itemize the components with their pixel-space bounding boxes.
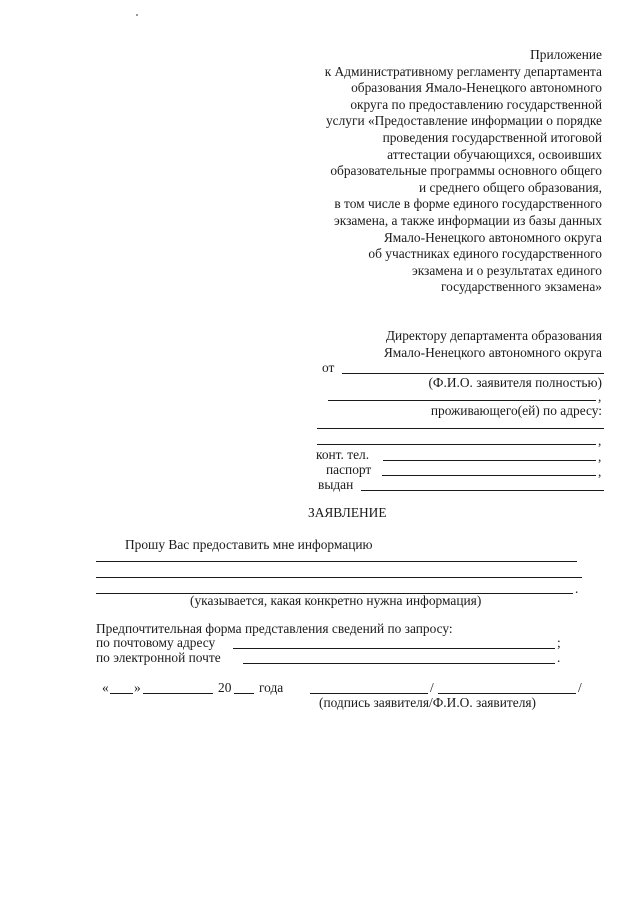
appendix-line: экзамена и о результатах единого [411,262,602,278]
scan-speck [136,14,138,16]
fio-comma: , [598,389,602,404]
appendix-line: аттестации обучающихся, освоивших [387,146,602,162]
request-text: Прошу Вас предоставить мне информацию [125,537,373,552]
date-close-quote: » [134,680,141,695]
applicant-name-field[interactable] [438,693,576,694]
date-year-field[interactable] [234,693,254,694]
passport-comma: , [598,464,602,479]
address-comma: , [598,433,602,448]
request-field-2[interactable] [96,577,582,578]
postal-address-field[interactable] [233,648,555,649]
issued-field[interactable] [361,490,604,491]
appendix-line: проведения государственной итоговой [382,129,602,145]
date-year-suffix: года [259,680,284,695]
email-end: . [557,650,561,665]
phone-comma: , [598,449,602,464]
fio-hint: (Ф.И.О. заявителя полностью) [428,375,602,390]
signature-field[interactable] [310,693,428,694]
signature-hint: (подпись заявителя/Ф.И.О. заявителя) [319,695,537,710]
request-hint: (указывается, какая конкретно нужна информация) [190,593,482,608]
date-open-quote: « [102,680,109,695]
postal-label: по почтовому адресу [96,635,216,650]
passport-field[interactable] [382,475,596,476]
appendix-line: в том числе в форме единого государственного [334,196,602,212]
appendix-line: образовательные программы основного общего [330,163,602,179]
passport-label: паспорт [326,462,372,477]
appendix-line: услуги «Предоставление информации о порядке [325,113,602,129]
appendix-header [325,47,602,296]
appendix-line: Ямало-Ненецкого автономного округа [383,229,602,245]
email-field[interactable] [243,663,555,664]
date-day-field[interactable] [110,693,133,694]
address-field-1[interactable] [317,428,604,429]
from-label: от [322,360,335,375]
appendix-line: к Административному регламенту департамента [324,63,602,79]
addressee-line-2: Ямало-Ненецкого автономного округа [383,345,602,360]
preferred-heading: Предпочтительная форма представления сведений по запросу: [96,621,453,636]
signature-slash-1: / [430,680,434,695]
date-month-field[interactable] [143,693,213,694]
request-period: . [575,581,579,596]
signature-slash-2: / [578,680,582,695]
appendix-line: государственного экзамена» [440,279,602,295]
phone-field[interactable] [383,460,596,461]
email-label: по электронной почте [96,650,221,665]
appendix-line: округа по предоставлению государственной [350,96,602,112]
appendix-line: образования Ямало-Ненецкого автономного [351,80,602,96]
date-year-prefix: 20 [218,680,232,695]
from-name-field[interactable] [342,373,604,374]
residing-label: проживающего(ей) по адресу: [430,403,602,418]
issued-label: выдан [318,477,354,492]
address-field-2[interactable] [317,444,596,445]
postal-end: ; [557,635,561,650]
appendix-line: и среднего общего образования, [419,179,602,195]
addressee-line-1: Директору департамента образования [385,328,602,343]
appendix-line: экзамена, а также информации из базы данных [334,212,602,228]
phone-label: конт. тел. [316,447,370,462]
appendix-line: Приложение [530,47,602,62]
document-title: ЗАЯВЛЕНИЕ [308,505,387,520]
appendix-line: об участниках единого государственного [368,246,602,262]
request-field-1[interactable] [96,561,577,562]
fio-continuation-field[interactable] [328,400,596,401]
